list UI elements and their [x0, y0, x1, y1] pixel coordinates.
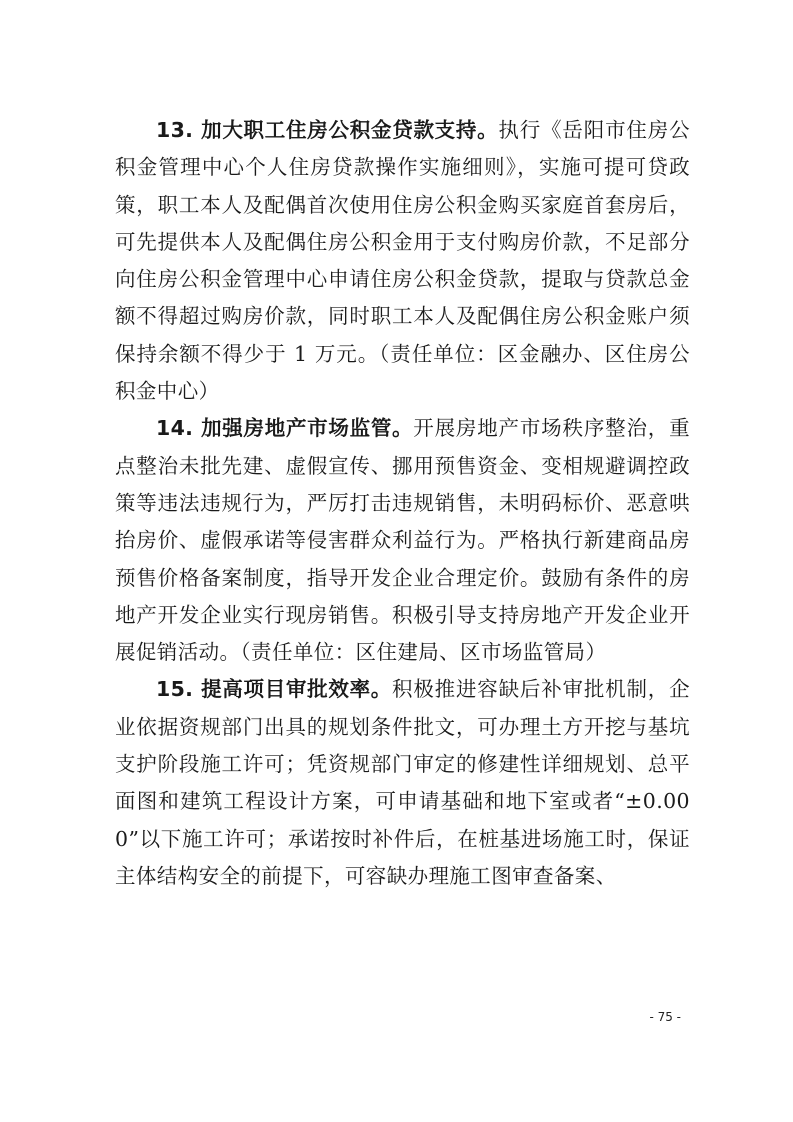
- paragraph-14-text: 开展房地产市场秩序整治，重点整治未批先建、虚假宣传、挪用预售资金、变相规避调控政策等违法违规行为，严厉打击违规销售，未明码标价、恶意哄抬房价、虚假承诺等侵害群众利益行为。严格执行新建商品房预售价格备案制度，指导开发企业合理定价。鼓励有条件的房地产开发企业实行现房销售。积极引导支持房地产开发企业开展促销活动。（责任单位：区住建局、区市场监管局）: [115, 416, 690, 665]
- paragraph-15: [115, 671, 690, 895]
- page-number-footer: [0, 1010, 793, 1024]
- paragraph-14-heading: 14. 加强房地产市场监管。: [156, 416, 414, 441]
- paragraph-13: [115, 112, 690, 410]
- paragraph-13-text: 执行《岳阳市住房公积金管理中心个人住房贷款操作实施细则》，实施可提可贷政策，职工本人及配偶首次使用住房公积金购买家庭首套房后，可先提供本人及配偶住房公积金用于支付购房价款，不足部分向住房公积金管理中心申请住房公积金贷款，提取与贷款总金额不得超过购房价款，同时职工本人及配偶住房公积金账户须保持余额不得少于 1 万元。（责任单位：区金融办、区住房公积金中心）: [115, 118, 690, 404]
- paragraph-14: [115, 410, 690, 671]
- paragraph-15-text: 积极推进容缺后补审批机制，企业依据资规部门出具的规划条件批文，可办理土方开挖与基坑支护阶段施工许可；凭资规部门审定的修建性详细规划、总平面图和建筑工程设计方案，可申请基础和地下室或者“±0.000”以下施工许可；承诺按时补件后，在桩基进场施工时，保证主体结构安全的前提下，可容缺办理施工图审查备案、: [115, 677, 690, 888]
- paragraph-15-heading: 15. 提高项目审批效率。: [156, 677, 392, 702]
- page-number: - 75 -: [649, 1010, 681, 1024]
- document-body: [115, 112, 690, 895]
- paragraph-13-heading: 13. 加大职工住房公积金贷款支持。: [156, 118, 499, 142]
